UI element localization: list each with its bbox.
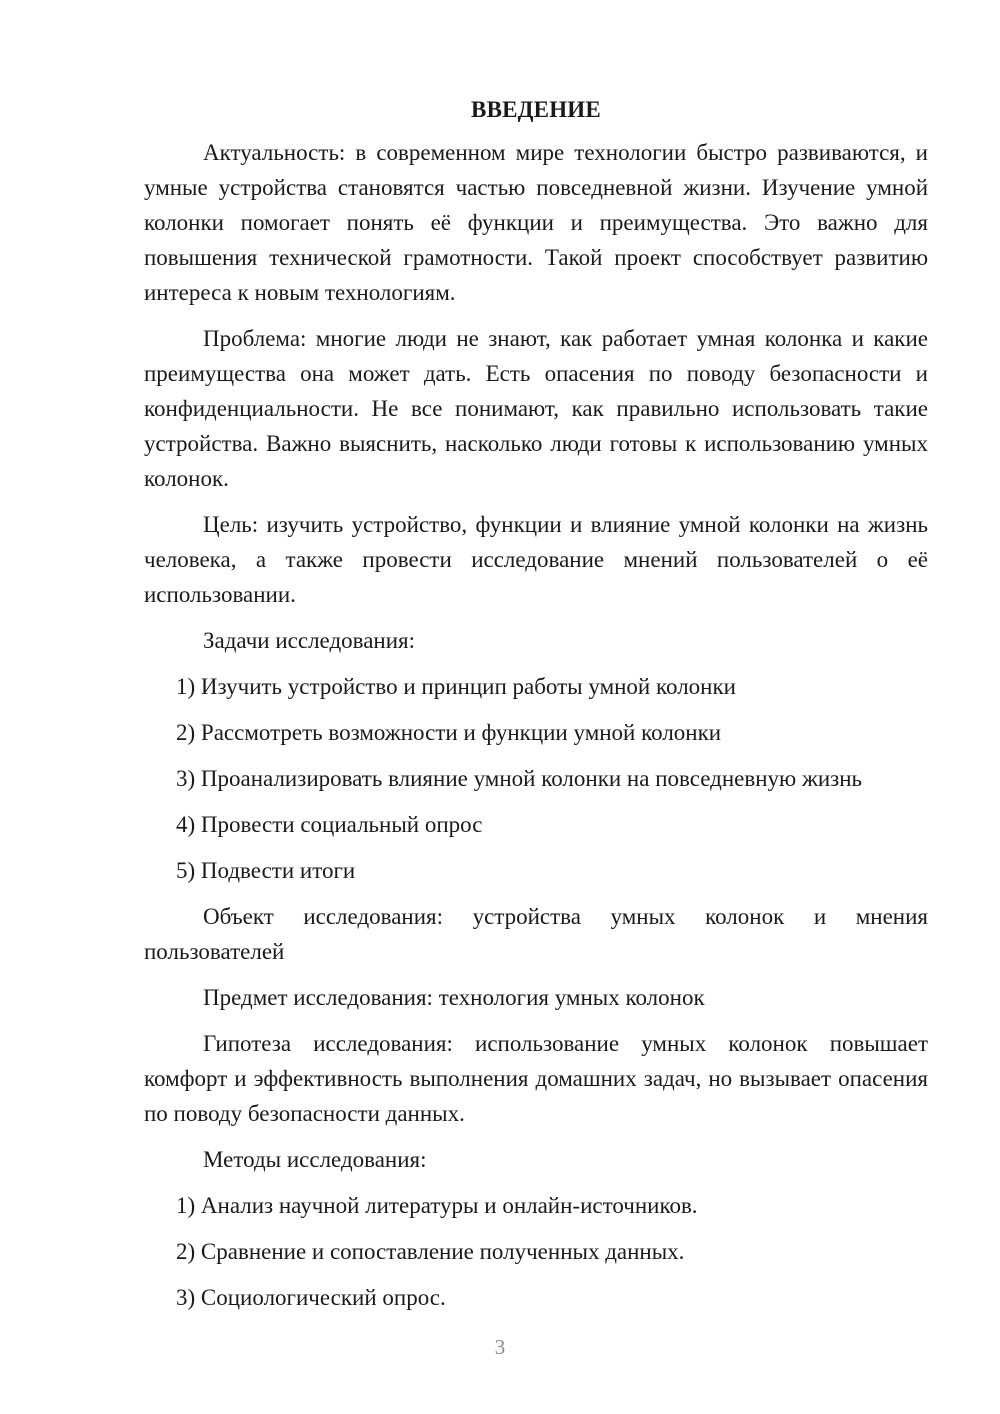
object-paragraph: Объект исследования: устройства умных колонок и мнения пользователей <box>144 904 928 964</box>
relevance-paragraph: Актуальность: в современном мире технологии быстро развиваются, и умные устройства становятся частью повседневной жизни. Изучение умной колонки помогает понять её функции и преимущества. Это важно для повышения технической грамотности. Такой проект способствует развитию интереса к новым технологиям. <box>144 140 928 305</box>
method-item: 2) Сравнение и сопоставление полученных данных. <box>176 1239 685 1264</box>
hypothesis-paragraph: Гипотеза исследования: использование умных колонок повышает комфорт и эффективность выполнения домашних задач, но вызывает опасения по поводу безопасности данных. <box>144 1031 928 1126</box>
tasks-heading: Задачи исследования: <box>203 628 416 653</box>
page-content <box>144 92 928 1326</box>
section-title: ВВЕДЕНИЕ <box>471 97 601 122</box>
task-item: 1) Изучить устройство и принцип работы умной колонки <box>176 674 736 699</box>
problem-paragraph: Проблема: многие люди не знают, как работает умная колонка и какие преимущества она может дать. Есть опасения по поводу безопасности и конфиденциальности. Не все понимают, как правильно использовать такие устройства. Важно выяснить, насколько люди готовы к использованию умных колонок. <box>144 326 928 491</box>
method-item: 1) Анализ научной литературы и онлайн-источников. <box>176 1193 698 1218</box>
task-item: 5) Подвести итоги <box>176 858 356 883</box>
subject-paragraph: Предмет исследования: технология умных колонок <box>203 985 705 1010</box>
page-number: 3 <box>494 1335 506 1359</box>
task-item: 3) Проанализировать влияние умной колонки на повседневную жизнь <box>176 766 863 791</box>
methods-heading: Методы исследования: <box>203 1147 427 1172</box>
method-item: 3) Социологический опрос. <box>176 1285 446 1310</box>
goal-paragraph: Цель: изучить устройство, функции и влияние умной колонки на жизнь человека, а также провести исследование мнений пользователей о её использовании. <box>144 512 928 607</box>
task-item: 4) Провести социальный опрос <box>176 812 483 837</box>
task-item: 2) Рассмотреть возможности и функции умной колонки <box>176 720 722 745</box>
